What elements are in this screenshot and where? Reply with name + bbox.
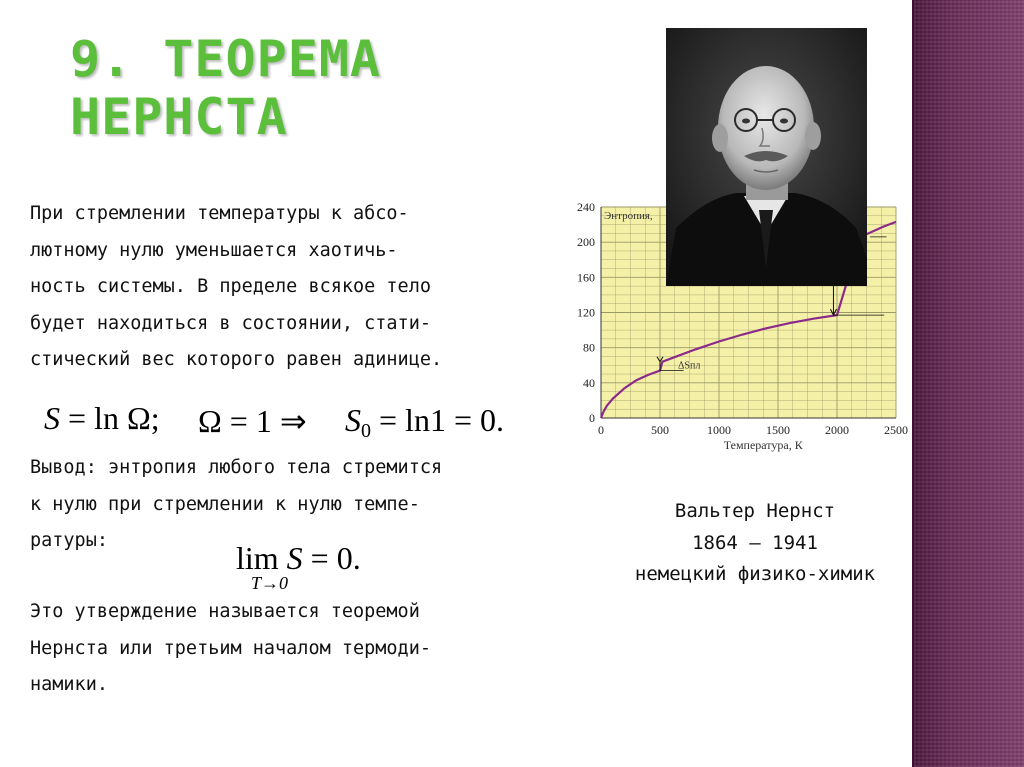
formula-omega: Ω (198, 403, 222, 439)
limit-formula (236, 540, 361, 577)
y-tick-label: 200 (577, 235, 595, 250)
formula-text: = 1 ⇒ (221, 403, 307, 439)
delta-s-melting-label: ΔSпл (678, 360, 701, 372)
y-tick-label: 240 (577, 200, 595, 214)
portrait-caption (575, 496, 935, 591)
formula-text: = ln1 = 0. (371, 402, 504, 438)
entropy-formula (44, 400, 160, 437)
portrait-image (666, 28, 867, 286)
limit-subscript: T→0 (251, 573, 289, 593)
y-tick-label: 40 (583, 375, 595, 390)
intro-line: лютному нулю уменьшается хаотичь- (30, 239, 398, 261)
conclusion-line: к нулю при стремлении к нулю темпе- (30, 493, 420, 515)
caption-years: 1864 – 1941 (692, 531, 818, 554)
caption-description: немецкий физико-химик (634, 563, 876, 585)
y-axis-label: Энтропия, (604, 210, 653, 222)
intro-line: будет находиться в состоянии, стати- (30, 312, 431, 334)
y-tick-label: 120 (577, 305, 595, 320)
slide-title (70, 30, 381, 146)
intro-line: ность системы. В пределе всякое тело (30, 276, 431, 297)
formula-omega: Ω (126, 400, 151, 436)
formula-symbol-s: S (286, 540, 303, 576)
x-tick-label: 2000 (825, 423, 849, 437)
statistical-weight-formula (198, 402, 307, 440)
formula-text: = 0. (302, 540, 361, 576)
formula-symbol-s: S (345, 402, 361, 438)
x-tick-label: 1500 (766, 423, 790, 437)
intro-paragraph (30, 196, 442, 379)
zero-entropy-formula (345, 402, 504, 443)
x-tick-label: 500 (651, 423, 669, 437)
y-tick-label: 80 (583, 340, 595, 355)
formula-symbol-s: S (44, 400, 60, 436)
final-paragraph (30, 594, 431, 704)
x-axis-label: Температура, К (723, 438, 803, 452)
title-line: 9. ТЕОРЕМА (70, 30, 382, 88)
formula-text: ; (150, 400, 160, 436)
formula-text: = ln (60, 400, 127, 436)
caption-name: Вальтер Нернст (674, 500, 836, 522)
x-tick-label: 1000 (707, 423, 731, 437)
limit-operator: lim (236, 540, 279, 576)
final-line: намики. (30, 674, 108, 695)
title-line: НЕРНСТА (70, 88, 288, 146)
intro-line: При стремлении температуры к абсо- (30, 203, 409, 224)
final-line: Это утверждение называется теоремой (30, 601, 420, 622)
intro-line: стический вес которого равен адинице. (30, 349, 443, 370)
portrait-photo (666, 28, 867, 286)
decorative-side-band (914, 0, 1024, 767)
conclusion-line: ратуры: (30, 530, 108, 551)
final-line: Нернста или третьим началом термоди- (30, 637, 431, 659)
y-tick-label: 160 (577, 270, 595, 285)
x-tick-label: 0 (598, 423, 604, 437)
formula-subscript: 0 (361, 420, 371, 442)
y-tick-label: 0 (589, 411, 595, 425)
x-tick-label: 2500 (884, 423, 908, 437)
conclusion-line: Вывод: энтропия любого тела стремится (30, 457, 443, 478)
